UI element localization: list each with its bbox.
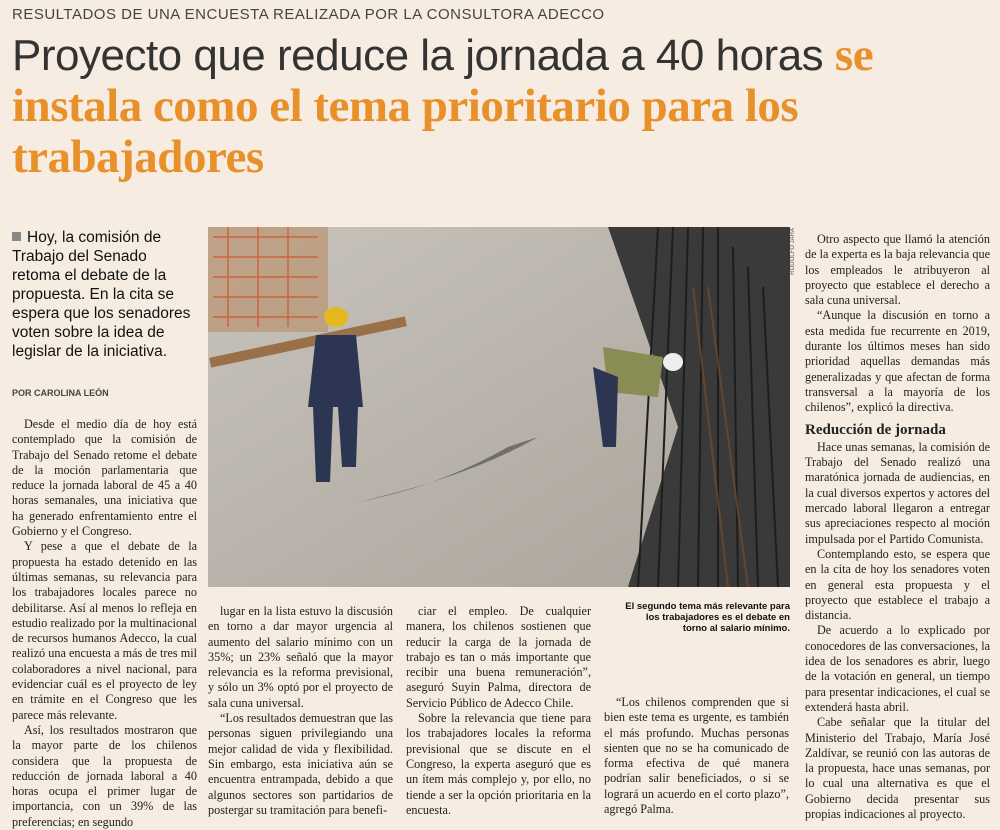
column-5 [805,232,990,822]
paragraph: De acuerdo a lo explicado por conocedores de las conversaciones, la idea de los senadores es abrir, luego de la votación en general, un tiempo para presentar indicaciones, el cual se extenderá hasta abril. [805,623,990,714]
lead-summary [12,228,197,361]
construction-workers-photo [208,227,790,587]
photo-caption: El segundo tema más relevante para los trabajadores es el debate en torno al salario mínimo. [625,601,790,634]
headline [12,30,992,183]
paragraph: ciar el empleo. De cualquier manera, los chilenos sostienen que reducir la carga de la jornada de trabajo es tan o más importante que recibir una buena remuneración”, aseguró Suyin Palma, directora de Servicio Público de Adecco Chile. [406,604,591,710]
paragraph: Desde el medio día de hoy está contemplado que la comisión de Trabajo del Senado retome el debate de la moción parlamentaria que reduce la jornada laboral de 45 a 40 horas semanales, una iniciativa que ha generado enfrentamiento entre el Gobierno y el Congreso. [12,417,197,539]
paragraph: Así, los resultados mostraron que la mayor parte de los chilenos considera que la propuesta de reducción de jornada laboral a 40 horas ocupa el primer lugar de importancia, con un 39% de las preferencias; en segundo [12,722,197,829]
paragraph: Hace unas semanas, la comisión de Trabajo del Senado realizó una maratónica jornada de audiencias, en la cual diversos expertos y actores del mercado laboral llegaron a entregar sus apreciaciones respecto al moción impulsada por el Partido Comunista. [805,439,990,546]
column-3 [406,604,591,818]
lead-text: Hoy, la comisión de Trabajo del Senado retoma el debate de la propuesta. En la cita se espera que los senadores voten sobre la idea de legislar de la iniciativa. [12,229,191,360]
column-2 [208,604,393,818]
kicker: RESULTADOS DE UNA ENCUESTA REALIZADA POR LA CONSULTORA ADECCO [12,6,605,23]
bullet-square-icon [12,232,21,241]
paragraph: lugar en la lista estuvo la discusión en torno a dar mayor urgencia al aumento del salario mínimo con un 35%; un 23% señaló que la mayor relevancia es la reforma previsional, y sólo un 3% optó por el proyecto de sala cuna universal. [208,604,393,710]
news-photo [208,227,790,587]
paragraph: “Aunque la discusión en torno a esta medida fue recurrente en 2019, durante los últimos meses han sido prioridad aquellas demandas más generalizadas y que afectan de forma transversal a la mayoría de los chilenos”, explicó la directiva. [805,308,990,415]
paragraph: Otro aspecto que llamó la atención de la experta es la baja relevancia que los empleados le atribuyeron al proyecto que establece el derecho a sala cuna universal. [805,232,990,308]
byline: POR CAROLINA LEÓN [12,388,109,398]
paragraph: Contemplando esto, se espera que en la cita de hoy los senadores voten en general esta propuesta y el proyecto que establece el trabajo a distancia. [805,546,990,623]
paragraph: “Los resultados demuestran que las personas siguen privilegiando una mejor calidad de vida y flexibilidad. Sin embargo, esta iniciativa aún se encuentra entrampada, debido a que algunos sectores son partidarios de postergar su tramitación para benefi- [208,711,393,817]
headline-plain: Proyecto que reduce la jornada a 40 horas [12,31,824,80]
subheading: Reducción de jornada [805,421,946,438]
paragraph: “Los chilenos comprenden que si bien este tema es urgente, es también el más profundo. Muchas personas sienten que no se ha comunicado de forma efectiva de qué manera podrían salir beneficiados, o si se logrará un acuerdo en el corto plazo”, agregó Palma. [604,695,789,817]
paragraph: Y pese a que el debate de la propuesta ha estado detenido en las últimas semanas, su relevancia para los trabajadores locales parece no debilitarse. Así al menos lo refleja en estudio realizado por la multinacional de recursos humanos Adecco, la cual realizó una encuesta a más de tres mil colaboradores a nivel nacional, para evidenciar cuál es el proyecto de ley en trámite en el Congreso que les parece más relevante. [12,539,197,722]
column-4 [604,695,789,817]
headline-highlight: se instala como el tema prioritario para los trabajadores [12,29,874,183]
photo-credit: RODOLFO JARA [790,228,796,275]
paragraph: Cabe señalar que la titular del Ministerio del Trabajo, María José Zaldívar, se reunió con las autoras de la propuesta, hace unas semanas, por lo cual una alternativa es que el Gobierno decida presentar sus propias indicaciones al proyecto. [805,715,990,821]
column-1 [12,417,197,830]
paragraph: Sobre la relevancia que tiene para los trabajadores locales la reforma previsional que se discute en el Congreso, la experta aseguró que es un ítem más complejo y, por ello, no tiende a ser la opción prioritaria en la encuesta. [406,711,591,817]
